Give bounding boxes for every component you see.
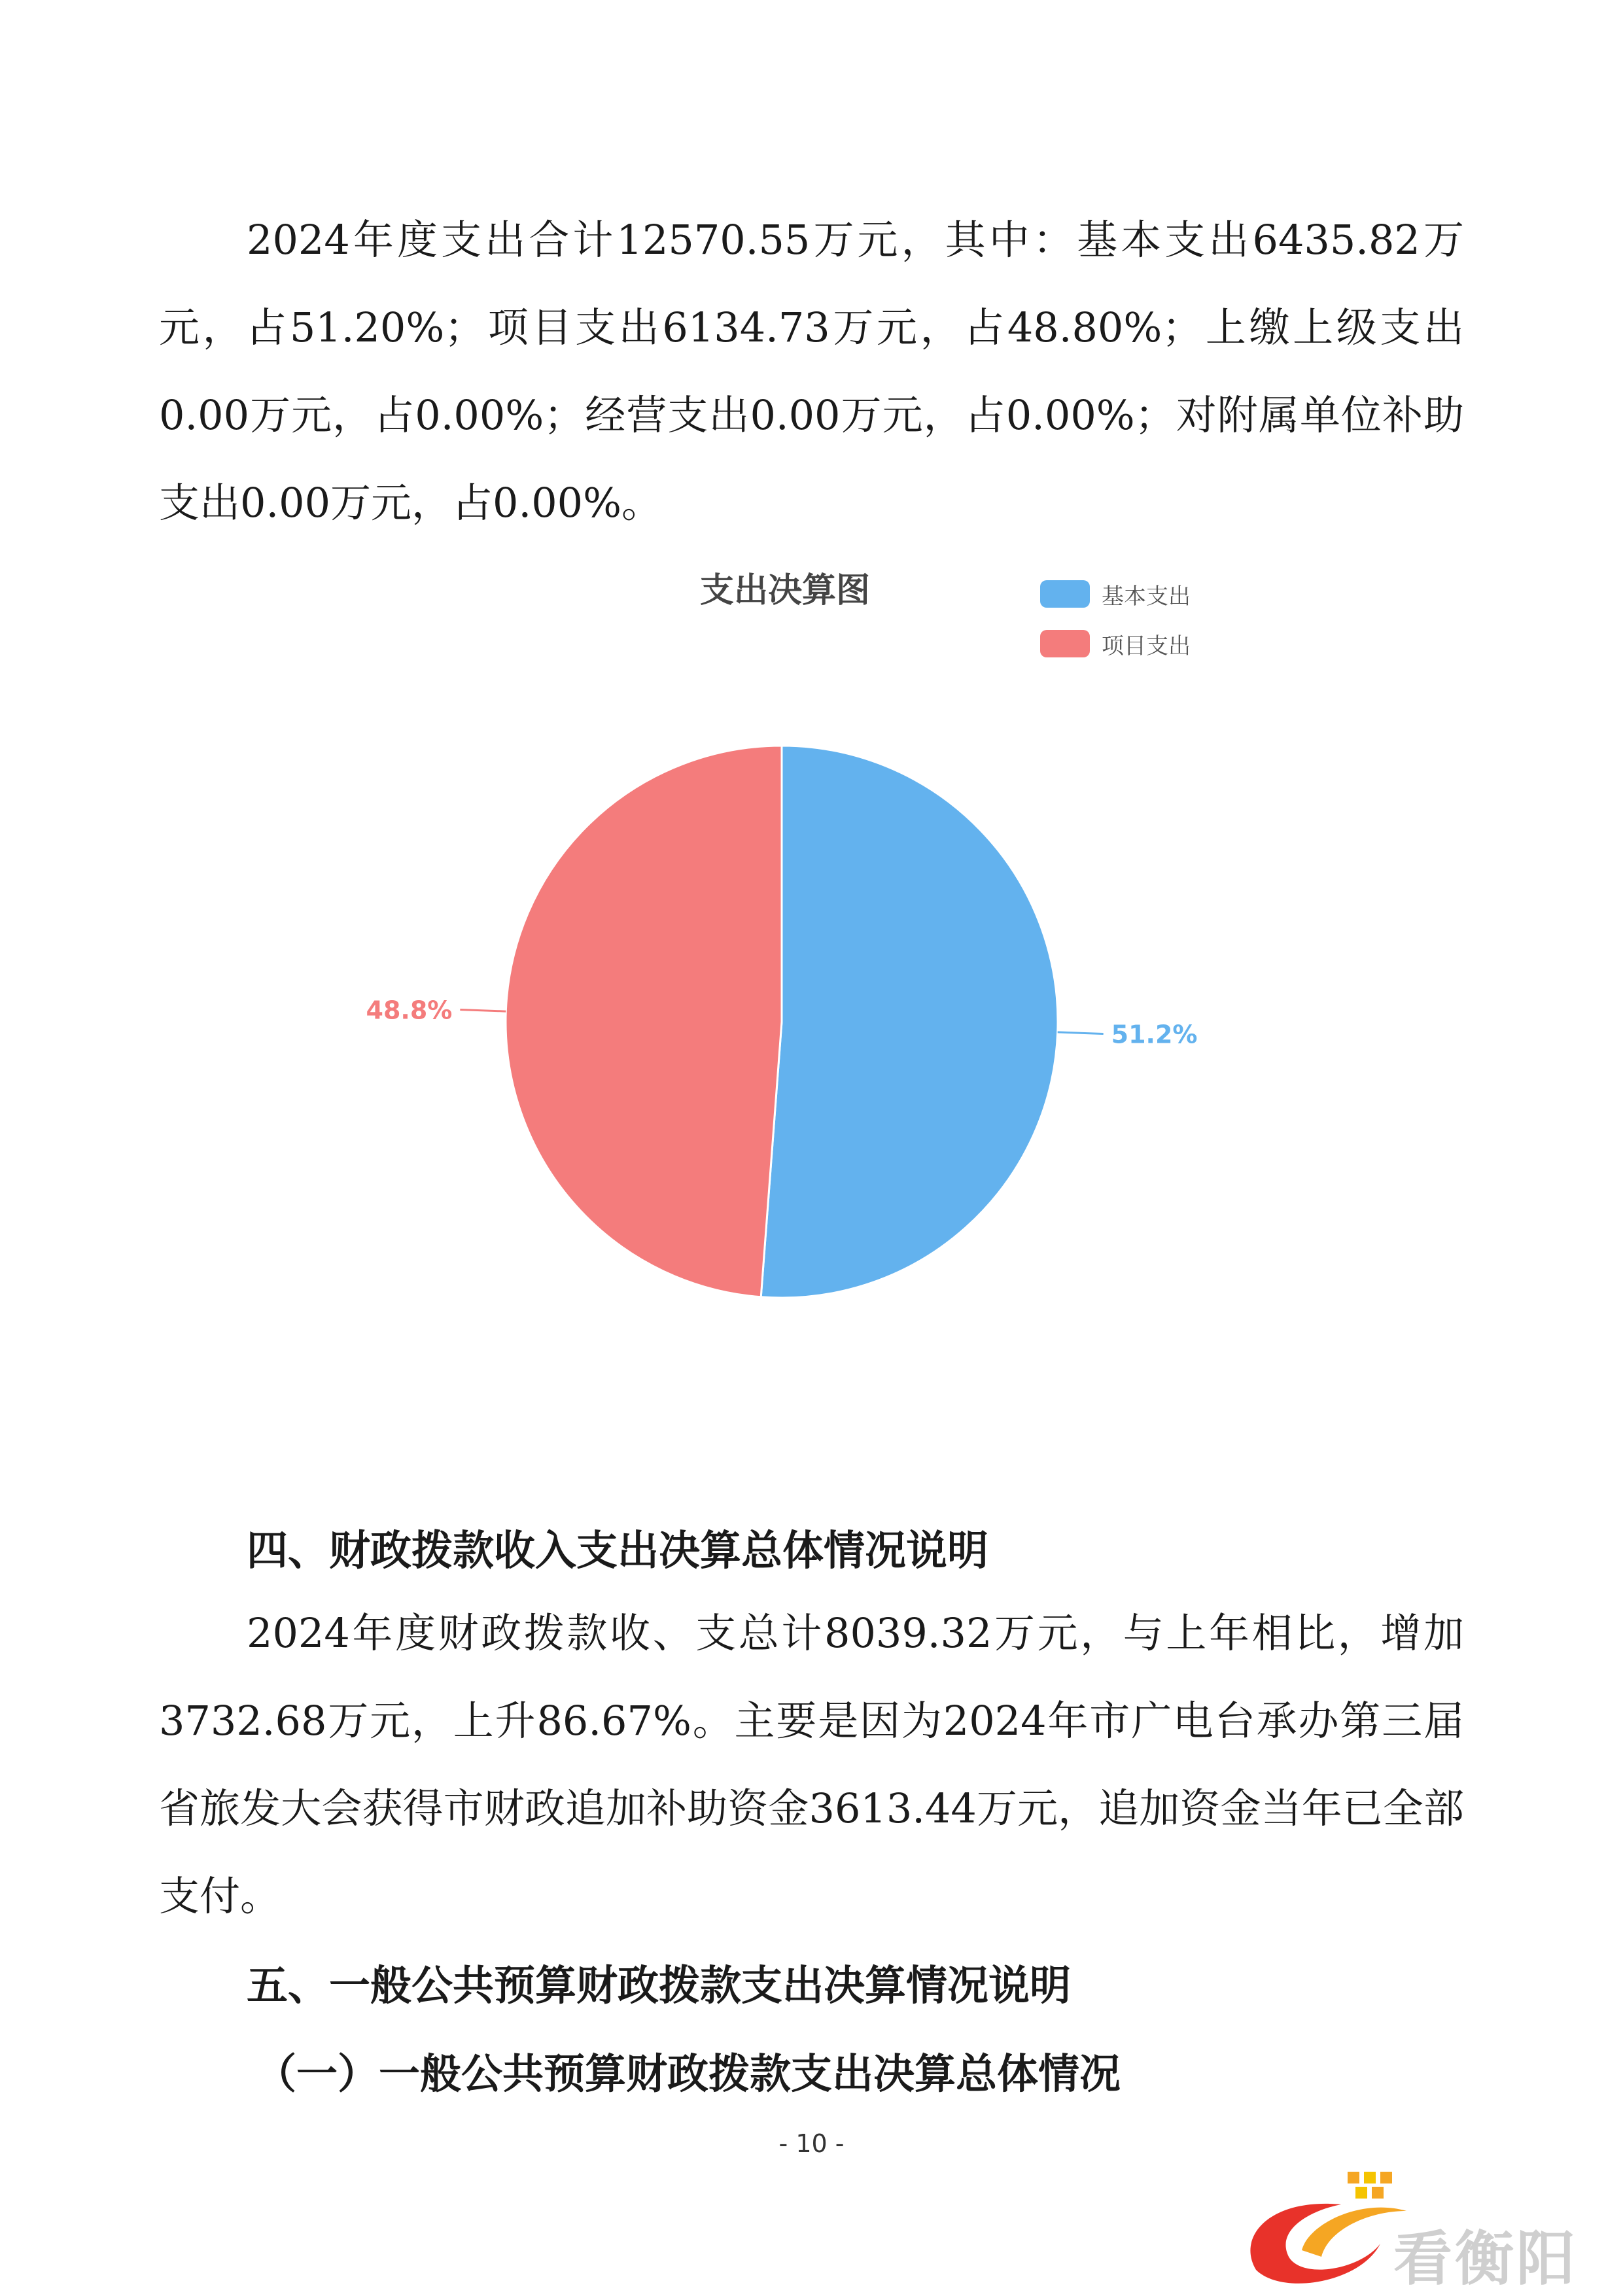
page-number: - 10 - bbox=[778, 2129, 845, 2158]
pie-chart bbox=[0, 589, 1623, 1439]
watermark-text: 看衡阳 bbox=[1393, 2225, 1578, 2293]
subsection-heading-1: （一）一般公共预算财政拨款支出决算总体情况 bbox=[255, 2050, 1121, 2098]
pie-label-line-basic bbox=[1058, 1032, 1104, 1034]
chart-title: 支出决算图 bbox=[699, 571, 870, 610]
expenditure-paragraph: 2024年度支出合计12570.55万元，其中：基本支出6435.82万元，占51.20%；项目支出6134.73万元，占48.80%；上缴上级支出0.00万元，占0.00%；经营支出0.00万元，占0.00%；对附属单位补助支出0.00万元，占0.00%。 bbox=[159, 216, 1464, 527]
pie-slice-project[interactable] bbox=[506, 746, 782, 1297]
pie-slice-basic[interactable] bbox=[761, 746, 1058, 1298]
pie-label-basic: 51.2% bbox=[1111, 1020, 1198, 1049]
section-heading-5: 五、一般公共预算财政拨款支出决算情况说明 bbox=[247, 1962, 1071, 2009]
legend-label-project: 项目支出 bbox=[1102, 633, 1191, 659]
pie-label-line-project bbox=[460, 1009, 506, 1011]
fiscal-paragraph: 2024年度财政拨款收、支总计8039.32万元，与上年相比，增加3732.68万元，上升86.67%。主要是因为2024年市广电台承办第三届省旅发大会获得市财政追加补助资金3613.44万元，追加资金当年已全部支付。 bbox=[159, 1609, 1464, 1920]
legend-label-basic: 基本支出 bbox=[1102, 583, 1191, 610]
pie-label-project: 48.8% bbox=[366, 996, 453, 1025]
section-heading-4: 四、财政拨款收入支出决算总体情况说明 bbox=[247, 1527, 988, 1574]
